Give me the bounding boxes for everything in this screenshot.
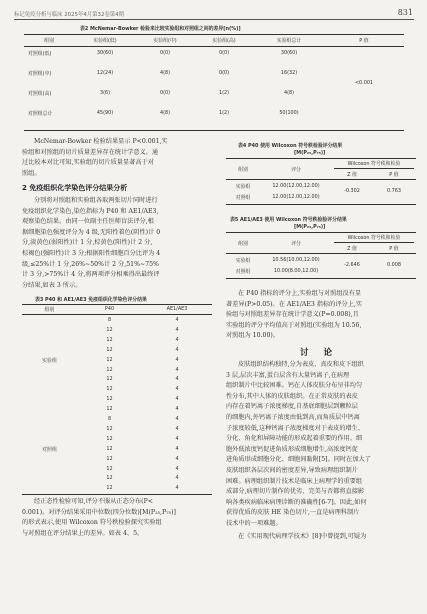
text-line: McNemar-Bowker 检验结果显示 P<0.001,实 <box>34 138 168 145</box>
text-line: 在《实用现代病理学技术》[8]中曾提到,可疑为 <box>238 533 367 540</box>
table-cell: 对照组 <box>235 195 251 201</box>
text-line: 子浓度较低,这种钙离子浓度梯度对于表皮的增生、 <box>226 424 365 432</box>
table-cell-p40: 12 <box>106 386 113 393</box>
table-cell-p40: 12 <box>106 435 113 442</box>
table-cell: 12.00(12.00,12.00) <box>272 183 320 189</box>
table-cell: 50(100) <box>279 110 299 116</box>
table-header-cell: Wilcoxon 符号秩和检验 <box>347 161 401 167</box>
table-cell: 1(2) <box>218 110 230 116</box>
table-cell-p40: 8 <box>107 416 112 422</box>
table-cell: 30(60) <box>96 50 114 56</box>
running-header: 标记免疫分析与临床 2025年4月第32卷第4期 <box>14 12 125 18</box>
table-header-cell: Z 值 <box>347 172 357 178</box>
table-header-cell: 评分 <box>291 167 301 173</box>
table-cell-ae: 4 <box>175 425 179 432</box>
table-header-cell: AE1/AE3 <box>166 306 188 312</box>
table-cell: 10.00(8.00,12.00) <box>273 268 319 274</box>
table-header-cell: 组别 <box>44 38 54 44</box>
text-line: 观察染色结果。由同一位副主任医师盲法评分,根 <box>22 218 154 226</box>
table-top-rule <box>22 304 212 305</box>
table-cell: 4(8) <box>159 70 171 76</box>
text-line: 与对照组在评分结果上的差异。如表 4、5。 <box>22 529 144 537</box>
text-line: 成部分,病理切片制作的优劣、完美与否都将直接影 <box>226 488 365 496</box>
table-cell-p40: 12 <box>106 445 113 452</box>
table-cell-ae: 4 <box>175 445 179 452</box>
table-header-cell: 组别 <box>238 241 248 247</box>
table-cell: 4(8) <box>283 90 295 96</box>
table-cell-p: 0.763 <box>386 188 401 194</box>
table-bottom-rule <box>24 130 404 131</box>
left-para-2 <box>22 196 212 291</box>
left-para-1 <box>22 137 212 179</box>
text-line: 技术中的一项难题。 <box>226 519 282 527</box>
text-line: 性分布,其中人体的皮肤组织。在正常皮肤的表皮 <box>226 392 358 400</box>
table-header-cell: P 值 <box>359 38 369 44</box>
table-header-cell: 实验组总计 <box>276 38 302 44</box>
table-cell-p: 0.008 <box>386 262 401 268</box>
text-line: 分,淡黄色(弱阳性)计 1 分,棕黄色(阳性)计 2 分, <box>22 239 153 247</box>
text-line: 级,≤25%计 1 分,26%~50%计 2 分,51%~75% <box>22 260 159 268</box>
discussion-heading: 讨 论 <box>300 348 338 358</box>
table-cell: 实验组 <box>235 258 251 264</box>
table-cell-ae: 4 <box>175 326 179 333</box>
table-cell-p-value: <0.001 <box>354 80 374 86</box>
text-line: 困难。病理组织制片技术是临床上病理学的重要组 <box>226 477 363 485</box>
text-line: 0.001)。对评分结果采用中位数(四分位数)[M(P₂₅,P₇₅)] <box>22 508 176 516</box>
table-cell: 对照组(中) <box>28 71 52 77</box>
table-cell: 对照组 <box>235 269 251 275</box>
table-header-cell: 组别 <box>238 167 248 173</box>
table-header-cell: 评分 <box>291 241 301 247</box>
table-sub-rule <box>334 168 414 169</box>
table-cell-p40: 12 <box>106 396 113 403</box>
page-number: 831 <box>397 8 413 17</box>
table-cell-ae: 4 <box>175 376 179 383</box>
text-line: 著差异(P>0.05)。在 AE1/AE3 指标的评分上,实 <box>226 300 363 308</box>
table-sub-rule <box>334 242 414 243</box>
table-bottom-rule <box>226 278 416 279</box>
text-line: 棕褐色(强阳性)计 3 分;根据阳性细胞百分比评为 4 <box>22 249 161 257</box>
table-cell-ae: 4 <box>175 475 179 482</box>
table-group-label: 实验组 <box>42 357 57 364</box>
table-bottom-rule <box>226 204 416 205</box>
text-line: 的形式表示,使用 Wilcoxon 符号秩检验探究实验组 <box>22 519 162 527</box>
table-cell-p40: 12 <box>106 376 113 383</box>
table-header-cell: P40 <box>104 306 115 312</box>
text-line: 过比较本对比可知,实验组的切片质量显著高于对 <box>22 159 154 167</box>
table4-caption: 表4 P40 使用 Wilcoxon 符号秩检验评分结果 <box>238 143 343 149</box>
table-header-rule <box>226 179 416 180</box>
text-line: 获得优质的皮肤 HE 染色切片,一直是病理科制片 <box>226 509 360 517</box>
table-header-cell: Z 值 <box>347 246 357 252</box>
table3-caption: 表3 P40 和 AE1/AE3 免疫组织化学染色评分结果 <box>35 297 147 303</box>
text-line: 实验组的评分平均值高于对照组(实验组为 10.56, <box>226 321 362 329</box>
text-line: 皮肤组织结构独特,分为表皮、真皮和皮下组织 <box>238 361 364 368</box>
table-cell-ae: 4 <box>175 455 179 462</box>
table-cell: 4(8) <box>159 110 171 116</box>
table-header-cell: 组别 <box>44 307 55 313</box>
table-header-cell: 实验组(中) <box>153 38 177 44</box>
text-line: 皮肤组织各层次间的密度差异,导致病理组织制片 <box>226 466 358 474</box>
table-header-cell: P 值 <box>389 246 399 252</box>
table-cell: 1(2) <box>218 90 230 96</box>
table-cell: 0(0) <box>159 90 171 96</box>
table-cell-z: -0.302 <box>344 188 360 194</box>
table-bottom-rule <box>22 494 212 495</box>
text-line: 验组和对照组的切片质量差异存在统计学意义。通 <box>22 148 159 156</box>
table-header-rule <box>226 253 416 254</box>
table-cell-p40: 12 <box>106 406 113 413</box>
text-line: 进角质形成细胞分化、细胞间黏附[5]。同时在加大了 <box>226 456 371 464</box>
table-cell-z: -2.646 <box>344 262 360 268</box>
table-cell-ae: 4 <box>175 317 179 323</box>
table-header-rule <box>24 46 404 47</box>
table-cell: 0(0) <box>218 70 230 76</box>
table-cell-p40: 12 <box>106 475 113 482</box>
table-cell: 16(32) <box>280 70 298 76</box>
table-cell: 实验组 <box>235 184 251 190</box>
text-line: 分结果,如表 3 所示。 <box>22 281 82 289</box>
table-cell: 对照组(高) <box>28 91 52 97</box>
table-cell-p40: 12 <box>106 346 113 353</box>
table-cell: 0(0) <box>159 50 171 56</box>
left-para-3 <box>22 497 212 539</box>
table-cell-p40: 12 <box>106 326 113 333</box>
text-line: 免疫组织化学染色,染色指标为 P40 和 AE1/AE3, <box>22 207 159 215</box>
table-cell: 0(0) <box>218 50 230 56</box>
table-cell-p40: 8 <box>107 317 112 323</box>
text-line: 对照组为 10.00)。 <box>226 332 280 340</box>
table-header-cell: P 值 <box>389 172 399 178</box>
table-cell: 3(6) <box>99 90 111 96</box>
text-line: 内存在着钙离子浓度梯度,自基底细胞层到颗粒层 <box>226 403 358 411</box>
section-heading-ihc: 2 免疫组织化学染色评分结果分析 <box>22 184 128 192</box>
table-cell-ae: 4 <box>175 346 179 353</box>
text-line: 经正态性检验可知,评分不服从正态分布(P< <box>34 498 153 505</box>
header-rule <box>14 19 414 20</box>
table-cell-p40: 12 <box>106 485 113 492</box>
right-para-3 <box>226 532 416 543</box>
right-para-1 <box>226 289 416 342</box>
table-group-label: 对照组 <box>42 446 57 453</box>
table-top-rule <box>226 158 416 159</box>
table-cell-p40: 12 <box>106 336 113 343</box>
table-header-cell: 实验组(低) <box>93 38 117 44</box>
table-cell-ae: 4 <box>175 386 179 393</box>
table-cell-ae: 4 <box>175 435 179 442</box>
text-line: 验组与对照组差异存在统计学意义(P=0.008),且 <box>226 311 359 319</box>
right-para-2 <box>226 360 416 530</box>
table3 <box>22 304 212 494</box>
table2 <box>24 34 404 132</box>
table5 <box>226 232 416 280</box>
table-cell-ae: 4 <box>175 356 179 363</box>
text-line: 胞外低浓度钙促进角质形成细胞增生,高浓度钙促 <box>226 445 358 453</box>
text-line: 组织制片中比较困难。钙在人体皮肤分布呈非均匀 <box>226 382 363 390</box>
table2-caption: 表2 McNemar-Bowker 检验来比较实验组和对照组之间的差异[n(%)] <box>80 26 241 32</box>
table-cell-p40: 12 <box>106 366 113 373</box>
table-cell-p40: 12 <box>106 356 113 363</box>
table-cell: 12.00(12.00,12.00) <box>272 194 320 200</box>
table5-caption: 表5 AE1/AE3 使用 Wilcoxon 符号秩检验评分结果 <box>230 217 347 223</box>
text-line: 照组。 <box>22 169 41 177</box>
text-line: 分别将对照组和实验组各取两张切片同时进行 <box>34 197 158 204</box>
text-line: 分化、角化和屏障功能的形成起着重要的作用。细 <box>226 435 363 443</box>
table-cell-p40: 12 <box>106 465 113 472</box>
table-cell: 10.56(10.00,12.00) <box>272 257 320 263</box>
table-cell-p40: 12 <box>106 455 113 462</box>
table-top-rule <box>226 232 416 233</box>
text-line: 计 3 分,>75%计 4 分,将两项评分相乘得出最终评 <box>22 271 160 279</box>
table-cell-p40: 12 <box>106 425 113 432</box>
text-line: 在 P40 指标的评分上,实验组与对照组没有显 <box>238 290 362 297</box>
table-cell: 30(60) <box>280 50 298 56</box>
text-line: 响各类疾病临床病理诊断的准确性[6-7]。因此,如何 <box>226 498 367 506</box>
table-header-cell: 实验组(高) <box>212 38 236 44</box>
table5-caption-sub: [M(P₂₅,P₇₅)] <box>294 224 326 230</box>
table-top-rule <box>24 34 404 35</box>
table-cell: 对照组总计 <box>28 111 53 117</box>
table-cell-ae: 4 <box>175 396 179 403</box>
table-cell-ae: 4 <box>175 366 179 373</box>
table-cell-ae: 4 <box>175 485 179 492</box>
text-line: 据细胞染色强度评分为 4 级,无阳性着色(阴性)计 0 <box>22 228 161 236</box>
table-cell-ae: 4 <box>175 416 179 422</box>
table-cell: 12(24) <box>96 70 114 76</box>
table4-caption-sub: [M(P₂₅,P₇₅)] <box>294 150 326 156</box>
table-cell: 45(90) <box>96 110 114 116</box>
table-cell-ae: 4 <box>175 465 179 472</box>
table-cell-ae: 4 <box>175 336 179 343</box>
table4 <box>226 158 416 206</box>
text-line: 3 层,层次丰富,蛋白层含有大量钙离子,在病理 <box>226 371 350 379</box>
table-cell-ae: 4 <box>175 406 179 413</box>
table-cell: 对照组(低) <box>28 51 52 57</box>
table-header-rule <box>22 314 212 315</box>
text-line: 的细胞内,外钙离子浓度由低到高,而角质层中钙离 <box>226 413 360 421</box>
table-header-cell: Wilcoxon 符号秩和检验 <box>347 235 401 241</box>
